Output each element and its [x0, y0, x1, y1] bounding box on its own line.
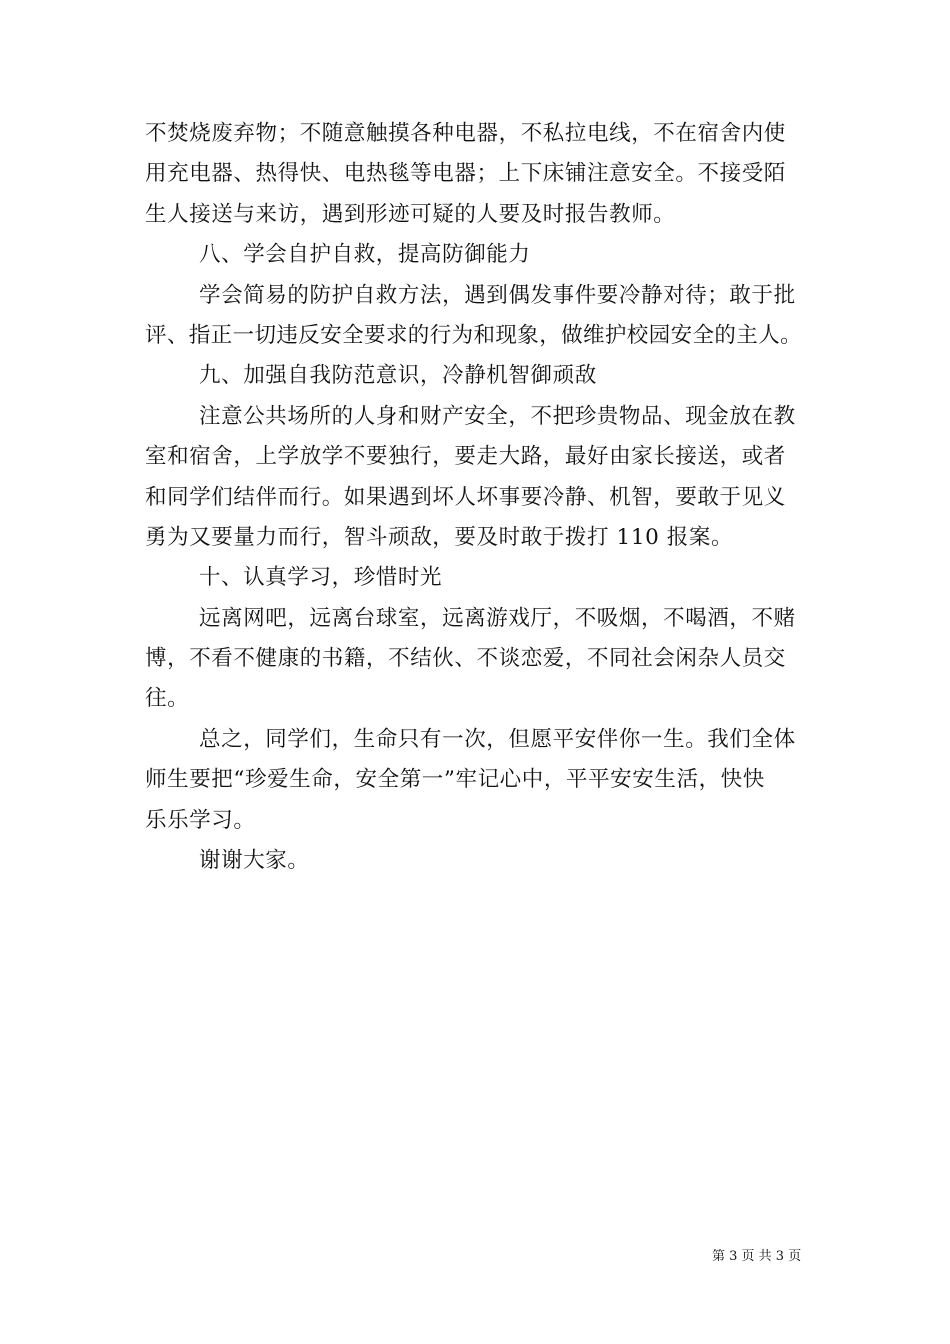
text-line: 勇为又要量力而行，智斗顽敌，要及时敢于拨打 110 报案。 [145, 524, 734, 550]
text-line: 室和宿舍，上学放学不要独行，要走大路，最好由家长接送，或者 [145, 444, 786, 470]
text-line: 注意公共场所的人身和财产安全，不把珍贵物品、现金放在教 [199, 403, 796, 429]
text-line: 师生要把“珍爱生命，安全第一”牢记心中，平平安安生活，快快 [145, 767, 765, 793]
document-body [145, 114, 807, 881]
section-heading-10: 十、认真学习，珍惜时光 [199, 565, 443, 591]
text-line: 不焚烧废弃物；不随意触摸各种电器，不私拉电线，不在宿舍内使 [145, 121, 786, 146]
text-line: 用充电器、热得快、电热毯等电器；上下床铺注意安全。不接受陌 [145, 161, 786, 187]
text-line: 远离网吧，远离台球室，远离游戏厅，不吸烟，不喝酒，不赌 [199, 605, 796, 631]
closing-line: 谢谢大家。 [199, 848, 310, 874]
text-line: 和同学们结伴而行。如果遇到坏人坏事要冷静、机智，要敢于见义 [145, 484, 786, 510]
text-line: 生人接送与来访，遇到形迹可疑的人要及时报告教师。 [145, 201, 676, 227]
text-line: 博，不看不健康的书籍，不结伙、不谈恋爱，不同社会闲杂人员交 [145, 646, 786, 672]
section-heading-8: 八、学会自护自救，提高防御能力 [199, 242, 531, 268]
text-line: 乐乐学习。 [145, 807, 256, 833]
section-heading-9: 九、加强自我防范意识，冷静机智御顽敌 [199, 363, 597, 389]
text-line: 评、指正一切违反安全要求的行为和现象，做维护校园安全的主人。 [145, 322, 803, 348]
text-line: 学会简易的防护自救方法，遇到偶发事件要冷静对待；敢于批 [199, 282, 796, 308]
text-line: 往。 [145, 686, 190, 712]
page-number: 第 3 页 共 3 页 [712, 1249, 802, 1264]
text-line: 总之，同学们，生命只有一次，但愿平安伴你一生。我们全体 [199, 726, 796, 752]
